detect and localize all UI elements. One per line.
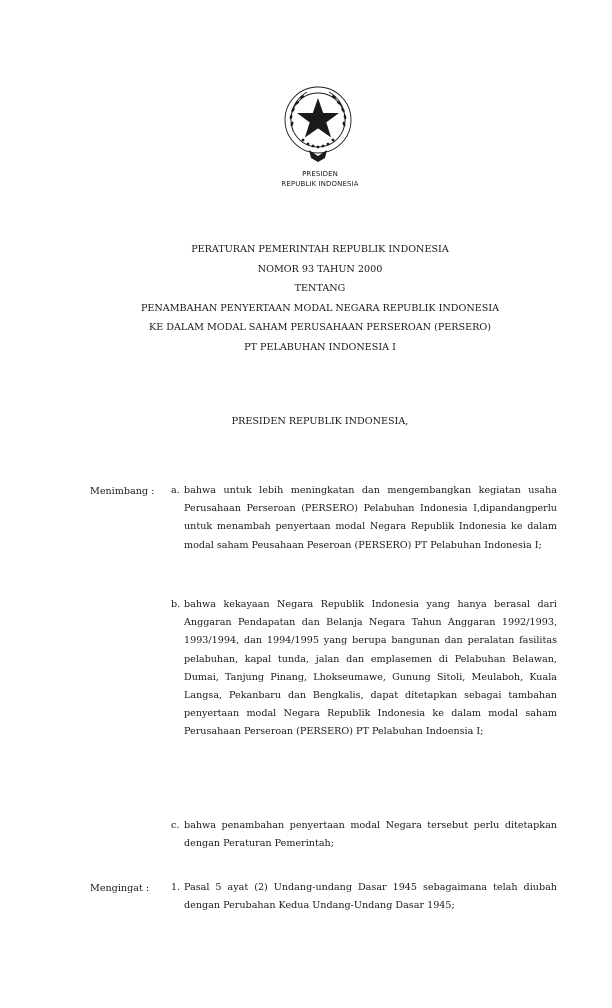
item-marker: a. (171, 485, 180, 496)
item-text: bahwa kekayaan Negara Republik Indonesia yang hanya berasal dari Anggaran Pendapatan dan Belanja Negara Tahun Anggaran 1992/1993, 1993/1994, dan 1994/1995 yang berupa bangunan dan peralatan fasilitas pelabuhan, kapal tunda, jalan dan emplasemen di Pelabuhan Belawan, Dumai, Tanjung Pinang, Lhokseumawe, Gunung Sitoli, Meulaboh, Kuala Langsa, Pekanbaru dan Bengkalis, dapat ditetapkan sebagai tambahan penyertaan modal Negara Republik Indonesia ke dalam modal saham Perusahaan Perseroan (PERSERO) PT Pelabuhan Indoensia I; (184, 599, 557, 738)
menimbang-item (171, 817, 557, 853)
menimbang-item (171, 596, 557, 742)
menimbang-label: Menimbang : (90, 486, 155, 497)
header-caption-republic: REPUBLIK INDONESIA (281, 180, 359, 188)
item-text: bahwa penambahan penyertaan modal Negara tersebut perlu ditetapkan dengan Peraturan Pemerintah; (184, 820, 557, 850)
item-marker: c. (171, 820, 180, 831)
title-tentang: TENTANG (294, 283, 346, 294)
title-subject-line: PT PELABUHAN INDONESIA I (244, 341, 396, 353)
mengingat-item (171, 879, 557, 915)
title-subject-line: PENAMBAHAN PENYERTAAN MODAL NEGARA REPUBLIK INDONESIA (140, 302, 500, 314)
item-text: bahwa untuk lebih meningkatan dan mengembangkan kegiatan usaha Perusahaan Perseroan (PERSERO) Pelabuhan Indonesia I,dipandangperlu untuk menambah penyertaan modal Negara Republik Indonesia ke dalam modal saham Peusahaan Peseroan (PERSERO) PT Pelabuhan Indonesia I; (184, 485, 557, 551)
header-caption-president: PRESIDEN (302, 170, 338, 178)
garuda-star-emblem (281, 84, 355, 164)
title-line: PERATURAN PEMERINTAH REPUBLIK INDONESIA (191, 244, 449, 255)
item-marker: 1. (171, 882, 181, 893)
president-heading: PRESIDEN REPUBLIK INDONESIA, (231, 416, 409, 427)
menimbang-item (171, 482, 557, 555)
item-marker: b. (171, 599, 181, 610)
item-text: Pasal 5 ayat (2) Undang-undang Dasar 1945 sebagaimana telah diubah dengan Perubahan Kedua Undang-Undang Dasar 1945; (184, 882, 557, 912)
regulation-title (0, 240, 612, 357)
title-subject-line: KE DALAM MODAL SAHAM PERUSAHAAN PERSEROAN (PERSERO) (149, 322, 491, 333)
title-number: NOMOR 93 TAHUN 2000 (257, 263, 383, 275)
mengingat-label: Mengingat : (90, 883, 150, 894)
